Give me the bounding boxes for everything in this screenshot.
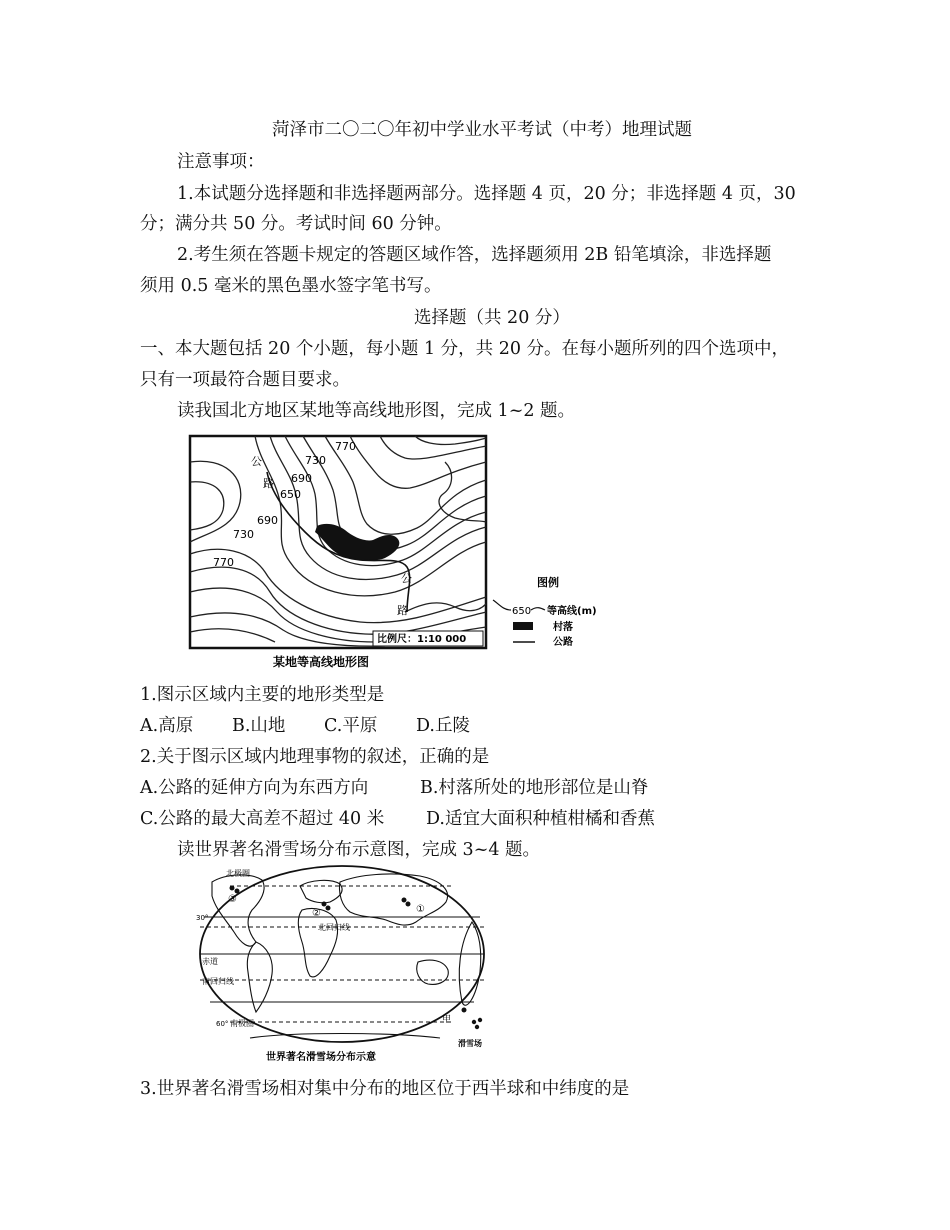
contour-label-770-top: 770 xyxy=(335,440,356,453)
contour-label-730-top: 730 xyxy=(305,454,326,467)
notice-2-line1: 2.考生须在答题卡规定的答题区域作答，选择题须用 2B 铅笔填涂，非选择题 xyxy=(177,245,772,265)
road-label-lower-2: 路 xyxy=(397,604,408,617)
legend-contour-value: 650 xyxy=(512,606,532,617)
legend-title: 图例 xyxy=(537,576,559,589)
question-2: 2.关于图示区域内地理事物的叙述，正确的是 xyxy=(140,747,490,767)
arctic-circle-label: 北极圈 xyxy=(226,869,250,878)
section-title: 选择题（共 20 分） xyxy=(414,308,570,328)
lat-60s-label: 60° xyxy=(216,1020,229,1028)
question-3: 3.世界著名滑雪场相对集中分布的地区位于西半球和中纬度的是 xyxy=(140,1079,630,1099)
question-1: 1.图示区域内主要的地形类型是 xyxy=(140,685,385,705)
marker-jia: 甲 xyxy=(442,1015,452,1025)
q1-option-b: B.山地 xyxy=(232,716,286,736)
page-title: 菏泽市二〇二〇年初中学业水平考试（中考）地理试题 xyxy=(272,120,692,140)
q2-option-b: B.村落所处的地形部位是山脊 xyxy=(420,778,649,798)
legend-village-symbol xyxy=(513,622,533,630)
intro-q1-2: 读我国北方地区某地等高线地形图，完成 1~2 题。 xyxy=(177,401,576,421)
lat-30n-label: 30° xyxy=(196,914,209,922)
antarctic-circle-label: 南极圈 xyxy=(230,1019,254,1028)
q1-option-c: C.平原 xyxy=(324,716,378,736)
contour-label-690-top: 690 xyxy=(291,472,312,485)
contour-label-690-left: 690 xyxy=(257,514,278,527)
marker-2: ② xyxy=(312,908,321,919)
equator-label: 赤道 xyxy=(202,957,218,966)
q2-option-a: A.公路的延伸方向为东西方向 xyxy=(140,778,369,798)
contour-map-caption: 某地等高线地形图 xyxy=(273,655,370,669)
notice-heading: 注意事项： xyxy=(177,152,265,172)
road-label-upper-2: 路 xyxy=(263,477,274,490)
contour-map xyxy=(185,432,625,677)
part1-line2: 只有一项最符合题目要求。 xyxy=(140,370,350,390)
legend-road-label: 公路 xyxy=(553,637,573,648)
marker-1: ① xyxy=(416,904,425,915)
scale-label: 比例尺：1:10 000 xyxy=(377,634,467,645)
tropic-capricorn-label: 南回归线 xyxy=(202,977,234,986)
legend-village-label: 村落 xyxy=(553,622,573,633)
contour-map-figure xyxy=(185,432,625,677)
legend-ski-symbol xyxy=(472,1018,482,1029)
tropic-cancer-label: 北回归线 xyxy=(318,923,350,932)
q2-option-d: D.适宜大面积种植柑橘和香蕉 xyxy=(426,809,655,829)
intro-q3-4: 读世界著名滑雪场分布示意图，完成 3~4 题。 xyxy=(177,840,541,860)
notice-1-line1: 1.本试题分选择题和非选择题两部分。选择题 4 页，20 分；非选择题 4 页，30 xyxy=(177,184,796,204)
world-map xyxy=(190,862,500,1070)
world-map-caption: 世界著名滑雪场分布示意 xyxy=(266,1052,376,1063)
q2-option-c: C.公路的最大高差不超过 40 米 xyxy=(140,809,385,829)
legend-contour-symbol xyxy=(493,600,511,610)
contour-label-770-left: 770 xyxy=(213,556,234,569)
part1-line1: 一、本大题包括 20 个小题，每小题 1 分，共 20 分。在每小题所列的四个选项中， xyxy=(140,339,790,359)
marker-3: ③ xyxy=(228,894,237,905)
road-label-lower-1: 公 xyxy=(401,572,412,585)
q1-option-d: D.丘陵 xyxy=(416,716,470,736)
legend-contour-label: 等高线(m) xyxy=(547,606,597,617)
notice-2-line2: 须用 0.5 毫米的黑色墨水签字笔书写。 xyxy=(140,276,442,296)
legend-ski-label: 滑雪场 xyxy=(458,1039,482,1048)
notice-1-line2: 分；满分共 50 分。考试时间 60 分钟。 xyxy=(140,214,452,234)
contour-label-650: 650 xyxy=(280,488,301,501)
q1-option-a: A.高原 xyxy=(140,716,194,736)
contour-label-730-left: 730 xyxy=(233,528,254,541)
road-label-upper-1: 公 xyxy=(251,455,262,468)
world-map-figure xyxy=(190,862,500,1070)
